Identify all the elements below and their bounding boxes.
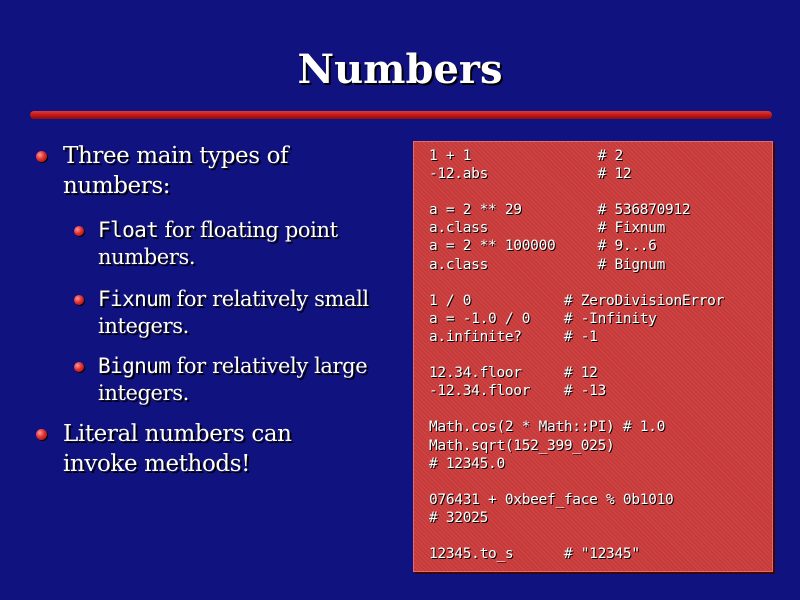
slide-title: Numbers [297, 46, 503, 93]
code-example-box [413, 141, 773, 572]
bullet-marker-icon [36, 151, 47, 162]
bullet-bignum [98, 353, 398, 407]
bullet-float [98, 217, 398, 271]
bullet-code-term: Fixnum [98, 287, 171, 311]
bullet-text: for floating point numbers. [98, 218, 338, 269]
bullet-fixnum [98, 286, 398, 340]
bullet-text: Literal numbers can invoke methods! [63, 421, 292, 477]
bullet-text: for relatively small integers. [98, 287, 369, 338]
bullet-code-term: Float [98, 218, 159, 242]
bullet-text: Three main types of numbers: [63, 143, 289, 199]
bullet-three-types [63, 141, 363, 201]
bullet-marker-icon [74, 362, 84, 372]
bullet-marker-icon [74, 226, 84, 236]
bullet-text: for relatively large integers. [98, 354, 368, 405]
bullet-literal-numbers [63, 419, 363, 479]
bullet-code-term: Bignum [98, 354, 171, 378]
code-example-text: 1 + 1 # 2 -12.abs # 12 a = 2 ** 29 # 536870912 a.class # Fixnum a = 2 ** 100000 # 9...6 a.class # Bignum 1 / 0 # ZeroDivisionError a = -1.0 / 0 # -Infinity a.infinite? # -1 12.34.floor # 12 -12.34.floor # -13 Math.cos(2 * Math::PI) # 1.0 Math.sqrt(152_399_025) # 12345.0 076431 + 0xbeef_face % 0b1010 # 32025 12345.to_s # "12345" [429, 148, 725, 563]
bullet-marker-icon [74, 295, 84, 305]
bullet-marker-icon [36, 429, 47, 440]
